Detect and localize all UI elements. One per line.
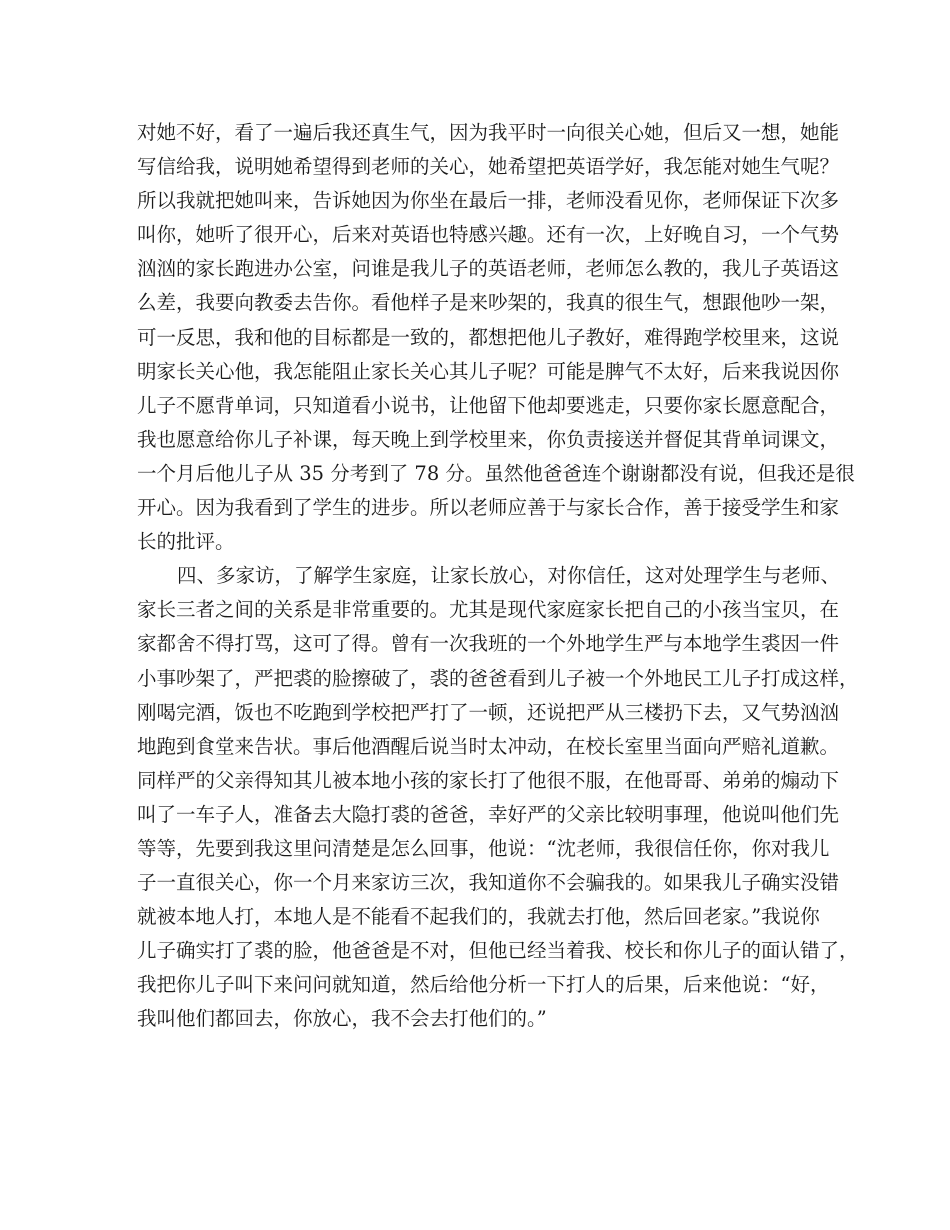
text-line: 同样严的父亲得知其儿被本地小孩的家长打了他很不服，在他哥哥、弟弟的煽动下: [137, 768, 840, 792]
text-line: 叫你，她听了很开心，后来对英语也特感兴趣。还有一次，上好晚自习，一个气势: [137, 223, 840, 247]
text-line: 小事吵架了，严把裘的脸擦破了，裘的爸爸看到儿子被一个外地民工儿子打成这样，: [137, 666, 859, 690]
text-line: 长的批评。: [137, 530, 235, 554]
text-line: 就被本地人打，本地人是不能看不起我们的，我就去打他，然后回老家。”我说你: [137, 905, 820, 929]
text-line: 所以我就把她叫来，告诉她因为你坐在最后一排，老师没看见你，老师保证下次多: [137, 189, 840, 213]
text-line: 刚喝完酒，饭也不吃跑到学校把严打了一顿，还说把严从三楼扔下去，又气势汹汹: [137, 700, 840, 724]
text-line: 么差，我要向教委去告你。看他样子是来吵架的，我真的很生气，想跟他吵一架，: [137, 291, 840, 315]
text-line: 明家长关心他，我怎能阻止家长关心其儿子呢？可能是脾气不太好，后来我说因你: [137, 359, 840, 383]
paragraph-start-line: 四、多家访，了解学生家庭，让家长放心，对你信任，这对处理学生与老师、: [177, 564, 841, 588]
text-line: 对她不好，看了一遍后我还真生气，因为我平时一向很关心她，但后又一想，她能: [137, 121, 840, 144]
text-line: 我把你儿子叫下来问问就知道，然后给他分析一下打人的后果，后来他说：“好，: [137, 973, 830, 997]
text-line: 等等，先要到我这里问清楚是怎么回事，他说：“沈老师，我很信任你，你对我儿: [137, 836, 830, 860]
text-line: 地跑到食堂来告状。事后他酒醒后说当时太冲动，在校长室里当面向严赔礼道歉。: [137, 734, 840, 758]
text-line: 开心。因为我看到了学生的进步。所以老师应善于与家长合作，善于接受学生和家: [137, 496, 840, 520]
text-line: 我也愿意给你儿子补课，每天晚上到学校里来，你负责接送并督促其背单词课文，: [137, 427, 840, 451]
text-line: 儿子确实打了裘的脸，他爸爸是不对，但他已经当着我、校长和你儿子的面认错了，: [137, 939, 859, 963]
text-line: 汹汹的家长跑进办公室，问谁是我儿子的英语老师，老师怎么教的，我儿子英语这: [137, 257, 840, 281]
text-line: 叫了一车子人，准备去大隐打裘的爸爸，幸好严的父亲比较明事理，他说叫他们先: [137, 802, 840, 826]
text-line: 家都舍不得打骂，这可了得。曾有一次我班的一个外地学生严与本地学生裘因一件: [137, 632, 840, 656]
text-line: 子一直很关心，你一个月来家访三次，我知道你不会骗我的。如果我儿子确实没错: [137, 871, 840, 895]
text-line: 我叫他们都回去，你放心，我不会去打他们的。”: [137, 1007, 547, 1031]
text-line: 一个月后他儿子从 35 分考到了 78 分。虽然他爸爸连个谢谢都没有说，但我还是很: [137, 461, 855, 485]
text-line: 家长三者之间的关系是非常重要的。尤其是现代家庭家长把自己的小孩当宝贝，在: [137, 598, 840, 622]
text-line: 儿子不愿背单词，只知道看小说书，让他留下他却要逃走，只要你家长愿意配合，: [137, 393, 840, 417]
text-line: 可一反思，我和他的目标都是一致的，都想把他儿子教好，难得跑学校里来，这说: [137, 325, 840, 349]
body-text: [137, 116, 859, 1037]
text-line: 写信给我，说明她希望得到老师的关心，她希望把英语学好，我怎能对她生气呢？: [137, 155, 840, 179]
